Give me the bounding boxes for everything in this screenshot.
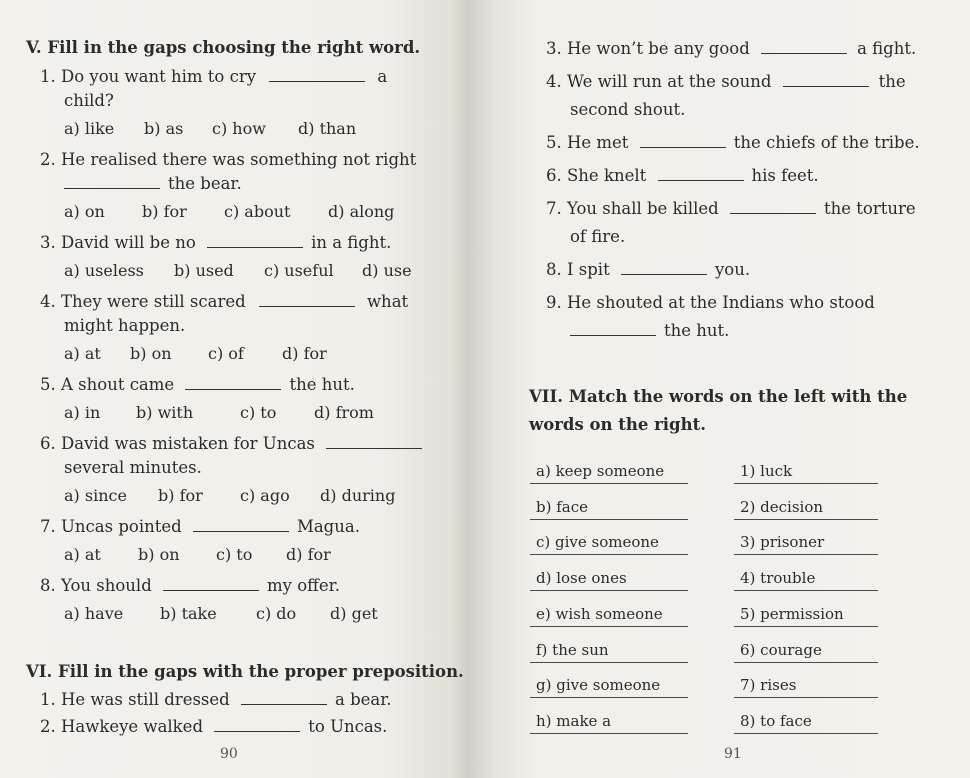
match-right-item: 5) permission xyxy=(740,605,844,623)
vi-item-9-cont: the hut. xyxy=(570,321,729,340)
option: d) from xyxy=(314,403,374,422)
option: a) on xyxy=(64,202,105,221)
option: d) during xyxy=(320,486,396,505)
match-left-underline xyxy=(530,590,688,591)
vi-item-5: 5. He met the chiefs of the tribe. xyxy=(546,133,920,152)
option: d) for xyxy=(282,344,327,363)
section-v-heading: V. Fill in the gaps choosing the right word. xyxy=(26,38,421,57)
vi-item-1: 1. He was still dressed a bear. xyxy=(40,690,392,709)
match-right-underline xyxy=(734,626,878,627)
section-vii-heading-line2: words on the right. xyxy=(529,415,706,434)
match-right-item: 6) courage xyxy=(740,641,822,659)
match-right-item: 7) rises xyxy=(740,676,797,694)
match-left-underline xyxy=(530,483,688,484)
section-vii-heading-line1: VII. Match the words on the left with the xyxy=(529,387,908,406)
option: a) at xyxy=(64,344,101,363)
vi-item-7: 7. You shall be killed the torture xyxy=(546,199,916,218)
v-item-4-cont: might happen. xyxy=(64,316,186,335)
v-item-6: 6. David was mistaken for Uncas xyxy=(40,434,422,453)
option: a) like xyxy=(64,119,115,138)
match-left-item: e) wish someone xyxy=(536,605,663,623)
option: b) as xyxy=(144,119,184,138)
v-item-2-cont: the bear. xyxy=(64,174,242,193)
match-left-underline xyxy=(530,662,688,663)
option: b) on xyxy=(138,545,180,564)
section-vi-heading: VI. Fill in the gaps with the proper preposition. xyxy=(26,662,464,681)
vi-item-2: 2. Hawkeye walked to Uncas. xyxy=(40,717,388,736)
v-item-1: 1. Do you want him to cry a xyxy=(40,67,388,86)
match-right-item: 1) luck xyxy=(740,462,793,480)
v-item-3: 3. David will be no in a fight. xyxy=(40,233,392,252)
vi-item-7-cont: of fire. xyxy=(570,227,626,246)
match-right-underline xyxy=(734,519,878,520)
option: c) ago xyxy=(240,486,290,505)
v-item-4: 4. They were still scared what xyxy=(40,292,409,311)
v-item-6-cont: several minutes. xyxy=(64,458,202,477)
match-right-underline xyxy=(734,554,878,555)
v-item-2: 2. He realised there was something not right xyxy=(40,150,417,169)
match-right-item: 2) decision xyxy=(740,498,824,516)
option: b) with xyxy=(136,403,194,422)
left-page xyxy=(0,0,470,778)
option: d) for xyxy=(286,545,331,564)
option: d) than xyxy=(298,119,357,138)
option: b) for xyxy=(142,202,187,221)
v-item-1-cont: child? xyxy=(64,91,114,110)
v-item-5: 5. A shout came the hut. xyxy=(40,375,355,394)
v-item-8: 8. You should my offer. xyxy=(40,576,340,595)
option: c) how xyxy=(212,119,266,138)
page-number-right: 91 xyxy=(724,746,742,762)
match-left-item: d) lose ones xyxy=(536,569,627,587)
match-left-underline xyxy=(530,733,688,734)
vi-item-9: 9. He shouted at the Indians who stood xyxy=(546,293,875,312)
option: a) useless xyxy=(64,261,144,280)
match-left-item: c) give someone xyxy=(536,533,659,551)
option: a) have xyxy=(64,604,124,623)
option: a) at xyxy=(64,545,101,564)
match-left-item: b) face xyxy=(536,498,588,516)
match-right-item: 8) to face xyxy=(740,712,812,730)
option: d) along xyxy=(328,202,395,221)
vi-item-4: 4. We will run at the sound the xyxy=(546,72,906,91)
option: c) to xyxy=(240,403,277,422)
vi-item-8: 8. I spit you. xyxy=(546,260,751,279)
option: c) useful xyxy=(264,261,334,280)
right-page xyxy=(470,0,970,778)
match-left-underline xyxy=(530,626,688,627)
vi-item-4-cont: second shout. xyxy=(570,100,686,119)
option: b) used xyxy=(174,261,234,280)
vi-item-6: 6. She knelt his feet. xyxy=(546,166,819,185)
match-left-underline xyxy=(530,697,688,698)
match-left-underline xyxy=(530,554,688,555)
option: b) take xyxy=(160,604,217,623)
match-right-underline xyxy=(734,733,878,734)
match-right-underline xyxy=(734,697,878,698)
match-left-item: f) the sun xyxy=(536,641,609,659)
option: c) do xyxy=(256,604,297,623)
vi-item-3: 3. He won’t be any good a fight. xyxy=(546,39,917,58)
match-left-item: h) make a xyxy=(536,712,612,730)
match-left-item: g) give someone xyxy=(536,676,661,694)
match-right-underline xyxy=(734,662,878,663)
page-number-left: 90 xyxy=(220,746,238,762)
option: a) in xyxy=(64,403,101,422)
option: c) about xyxy=(224,202,291,221)
option: d) use xyxy=(362,261,412,280)
match-right-item: 4) trouble xyxy=(740,569,816,587)
match-right-underline xyxy=(734,590,878,591)
v-item-7: 7. Uncas pointed Magua. xyxy=(40,517,360,536)
match-left-underline xyxy=(530,519,688,520)
option: b) on xyxy=(130,344,172,363)
match-left-item: a) keep someone xyxy=(536,462,665,480)
option: d) get xyxy=(330,604,378,623)
option: a) since xyxy=(64,486,127,505)
option: c) to xyxy=(216,545,253,564)
match-right-underline xyxy=(734,483,878,484)
option: c) of xyxy=(208,344,244,363)
option: b) for xyxy=(158,486,203,505)
match-right-item: 3) prisoner xyxy=(740,533,825,551)
